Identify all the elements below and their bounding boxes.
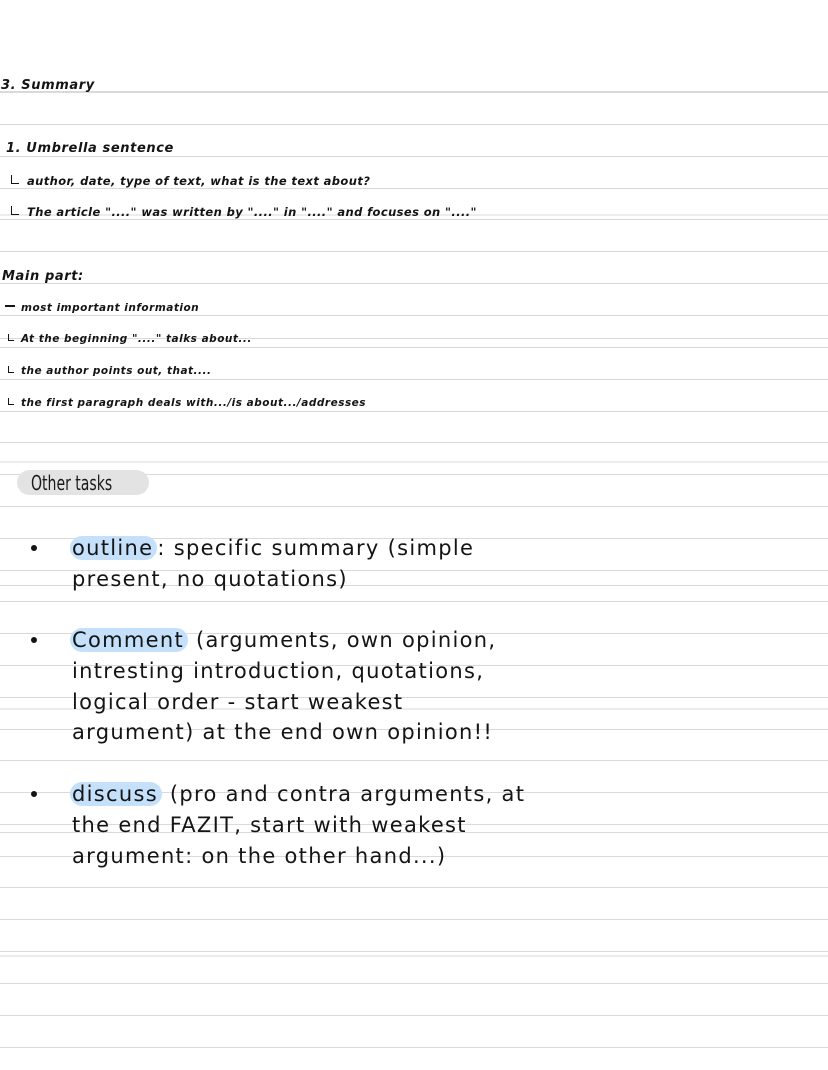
main-part-dash-text: most important information bbox=[21, 302, 200, 314]
ruled-line bbox=[0, 1015, 828, 1016]
task-item-comment bbox=[72, 625, 532, 748]
ruled-line bbox=[0, 188, 828, 189]
ruled-line bbox=[0, 919, 828, 920]
main-part-item bbox=[8, 365, 212, 377]
task-description: (pro and contra arguments, at the end FAZIT, start with weakest argument: on the other hand...) bbox=[72, 782, 526, 868]
ruled-line bbox=[0, 156, 828, 157]
main-part-item-text: At the beginning "...." talks about... bbox=[21, 333, 252, 345]
ruled-line bbox=[0, 983, 828, 984]
sub-item-marker bbox=[11, 206, 19, 215]
task-item-discuss bbox=[72, 779, 532, 871]
ruled-line bbox=[0, 251, 828, 252]
ruled-line bbox=[0, 219, 828, 220]
ruled-line bbox=[0, 347, 828, 348]
sub-item-marker bbox=[8, 366, 14, 373]
main-part-heading: Main part: bbox=[2, 269, 84, 284]
ruled-line bbox=[0, 442, 828, 443]
umbrella-item bbox=[11, 174, 370, 188]
umbrella-item-text: The article "...." was written by "...." in "...." and focuses on "...." bbox=[27, 205, 477, 219]
task-description: : specific summary (simple present, no quotations) bbox=[72, 536, 475, 591]
umbrella-sentence-heading: 1. Umbrella sentence bbox=[6, 141, 174, 156]
summary-heading: 3. Summary bbox=[1, 78, 95, 93]
ruled-line bbox=[0, 887, 828, 888]
bullet-dot bbox=[31, 791, 37, 797]
bullet-dot bbox=[31, 637, 37, 643]
main-part-item bbox=[8, 397, 366, 409]
ruled-line bbox=[0, 1047, 828, 1048]
ruled-line bbox=[0, 760, 828, 761]
main-part-dash-item bbox=[5, 302, 199, 314]
ruled-line bbox=[0, 315, 828, 316]
ruled-line bbox=[0, 379, 828, 380]
ruled-line bbox=[0, 411, 828, 412]
sub-item-marker bbox=[11, 175, 19, 184]
sub-item-marker bbox=[8, 334, 14, 341]
umbrella-item bbox=[11, 205, 477, 219]
umbrella-item-text: author, date, type of text, what is the text about? bbox=[27, 174, 371, 188]
task-term-highlight: discuss bbox=[70, 782, 162, 806]
sub-item-marker bbox=[8, 398, 14, 405]
task-term-highlight: Comment bbox=[70, 628, 188, 652]
other-tasks-title: Other tasks bbox=[31, 471, 113, 495]
ruled-line bbox=[0, 601, 828, 602]
main-part-item-text: the first paragraph deals with.../is about.../addresses bbox=[21, 397, 367, 409]
main-part-item bbox=[8, 333, 252, 345]
ruled-line bbox=[0, 951, 828, 952]
bullet-dot bbox=[31, 545, 37, 551]
main-part-item-text: the author points out, that.... bbox=[21, 365, 212, 377]
ruled-line bbox=[0, 124, 828, 125]
ruled-line bbox=[0, 92, 828, 93]
task-item-outline bbox=[72, 533, 532, 595]
dash-marker bbox=[5, 305, 15, 307]
ruled-line bbox=[0, 506, 828, 507]
ruled-line bbox=[0, 283, 828, 284]
task-description: (arguments, own opinion, intresting introduction, quotations, logical order - start weakest argument) at the end own opinion!! bbox=[72, 628, 497, 745]
task-term-highlight: outline bbox=[70, 536, 157, 560]
